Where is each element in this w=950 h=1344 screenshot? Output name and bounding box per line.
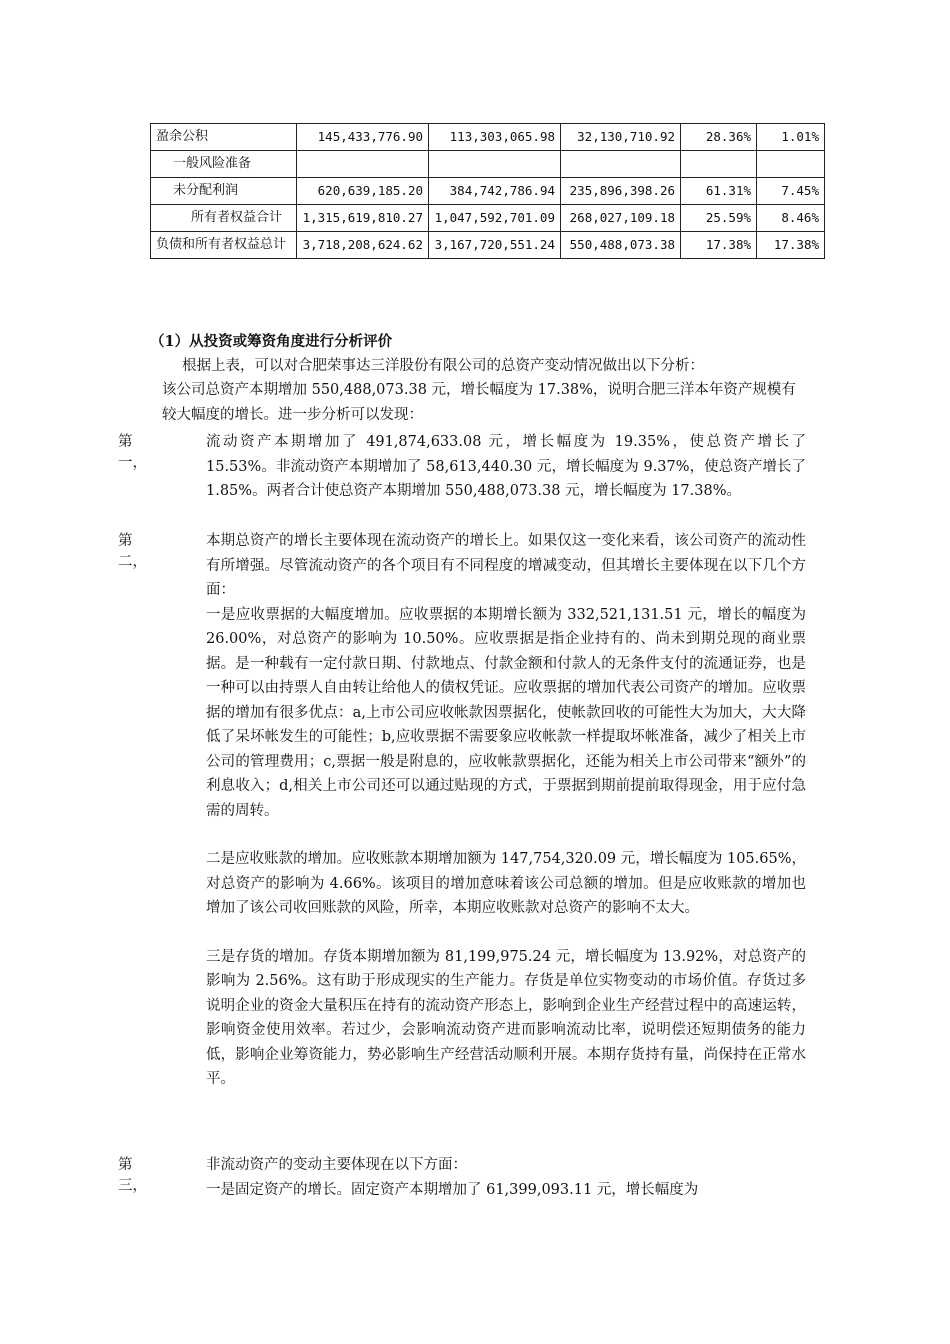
point-2-body [206,529,806,1092]
point-3-paragraph-2: 一是固定资产的增长。固定资产本期增加了 61,399,093.11 元，增长幅度为 [206,1181,699,1198]
intro-paragraph-1: 根据上表，可以对合肥荣事达三洋股份有限公司的总资产变动情况做出以下分析： [182,358,704,374]
table-cell [757,151,825,178]
table-cell: 25.59% [681,205,757,232]
table-cell: 17.38% [681,232,757,259]
table-cell: 32,130,710.92 [561,124,681,151]
point-1-tag: 第一， [118,434,147,471]
row-label: 所有者权益合计 [151,205,297,232]
table-cell: 550,488,073.38 [561,232,681,259]
intro-paragraph-2 [150,378,802,427]
table-cell: 1.01% [757,124,825,151]
table-cell: 3,167,720,551.24 [429,232,561,259]
table-cell: 28.36% [681,124,757,151]
table-cell: 384,742,786.94 [429,178,561,205]
table-cell: 113,303,065.98 [429,124,561,151]
table-cell: 620,639,185.20 [297,178,429,205]
point-2-paragraph-3: 二是应收账款的增加。应收账款本期增加额为 147,754,320.09 元，增长幅度为 105.65%，对总资产的影响为 4.66%。该项目的增加意味着该公司总额的增加。但是应收账款的增加也增加了该公司收回账款的风险，所幸，本期应收账款对总资产的影响不太大。 [206,851,806,916]
table-cell: 61.31% [681,178,757,205]
row-label: 负债和所有者权益总计 [151,232,297,259]
row-label: 未分配利润 [151,178,297,205]
table-cell: 145,433,776.90 [297,124,429,151]
table-cell: 1,315,619,810.27 [297,205,429,232]
table-cell: 235,896,398.26 [561,178,681,205]
table-cell: 3,718,208,624.62 [297,232,429,259]
table-cell: 7.45% [757,178,825,205]
intro-paragraph-2-text: 该公司总资产本期增加 550,488,073.38 元，增长幅度为 17.38%，说明合肥三洋本年资产规模有较大幅度的增长。进一步分析可以发现： [162,382,796,423]
point-1-paragraph: 流动资产本期增加了 491,874,633.08 元，增长幅度为 19.35%，使总资产增长了 15.53%。非流动资产本期增加了 58,613,440.30 元，增长幅度为 9.37%，使总资产增长了 1.85%。两者合计使总资产本期增加 550,488,073.38 元，增长幅度为 17.38%。 [206,434,806,499]
table-cell [681,151,757,178]
point-3-tag: 第三， [118,1157,147,1194]
balance-sheet-table [150,123,825,259]
point-2-paragraph-1: 本期总资产的增长主要体现在流动资产的增长上。如果仅这一变化来看，该公司资产的流动性有所增强。尽管流动资产的各个项目有不同程度的增减变动，但其增长主要体现在以下几个方面： [206,533,806,598]
table-row [151,205,825,232]
table-row [151,124,825,151]
table-cell: 17.38% [757,232,825,259]
table-cell [297,151,429,178]
table-cell [429,151,561,178]
point-2-paragraph-4: 三是存货的增加。存货本期增加额为 81,199,975.24 元，增长幅度为 13.92%，对总资产的影响为 2.56%。这有助于形成现实的生产能力。存货是单位实物变动的市场价值。存货过多说明企业的资金大量积压在持有的流动资产形态上，影响到企业生产经营过程中的高速运转，影响资金使用效率。若过少，会影响流动资产进而影响流动比率，说明偿还短期债务的能力低，影响企业筹资能力，势必影响生产经营活动顺利开展。本期存货持有量，尚保持在正常水平。 [206,948,806,1087]
table-cell: 1,047,592,701.09 [429,205,561,232]
point-3-paragraph-1: 非流动资产的变动主要体现在以下方面： [206,1157,467,1173]
table-cell: 8.46% [757,205,825,232]
row-label: 一般风险准备 [151,151,297,178]
table-cell [561,151,681,178]
row-label: 盈余公积 [151,124,297,151]
table-row [151,232,825,259]
table-row [151,151,825,178]
table-cell: 268,027,109.18 [561,205,681,232]
point-2-paragraph-2: 一是应收票据的大幅度增加。应收票据的本期增长额为 332,521,131.51 元，增长的幅度为 26.00%，对总资产的影响为 10.50%。应收票据是指企业持有的、尚未到期兑现的商业票据。是一种载有一定付款日期、付款地点、付款金额和付款人的无条件支付的流通证券，也是一种可以由持票人自由转让给他人的债权凭证。应收票据的增加代表公司资产的增加。应收票据的增加有很多优点：a,上市公司应收帐款因票据化，使帐款回收的可能性大为加大，大大降低了呆坏帐发生的可能性；b,应收票据不需要象应收帐款一样提取坏帐准备，减少了相关上市公司的管理费用；c,票据一般是附息的，应收帐款票据化，还能为相关上市公司带来“额外”的利息收入；d,相关上市公司还可以通过贴现的方式，于票据到期前提前取得现金，用于应付急需的周转。 [206,606,806,819]
section-heading: （1）从投资或筹资角度进行分析评价 [150,333,393,350]
point-2-tag: 第二， [118,533,147,570]
table-row [151,178,825,205]
point-3-body [206,1153,806,1202]
point-1-body [206,430,806,504]
